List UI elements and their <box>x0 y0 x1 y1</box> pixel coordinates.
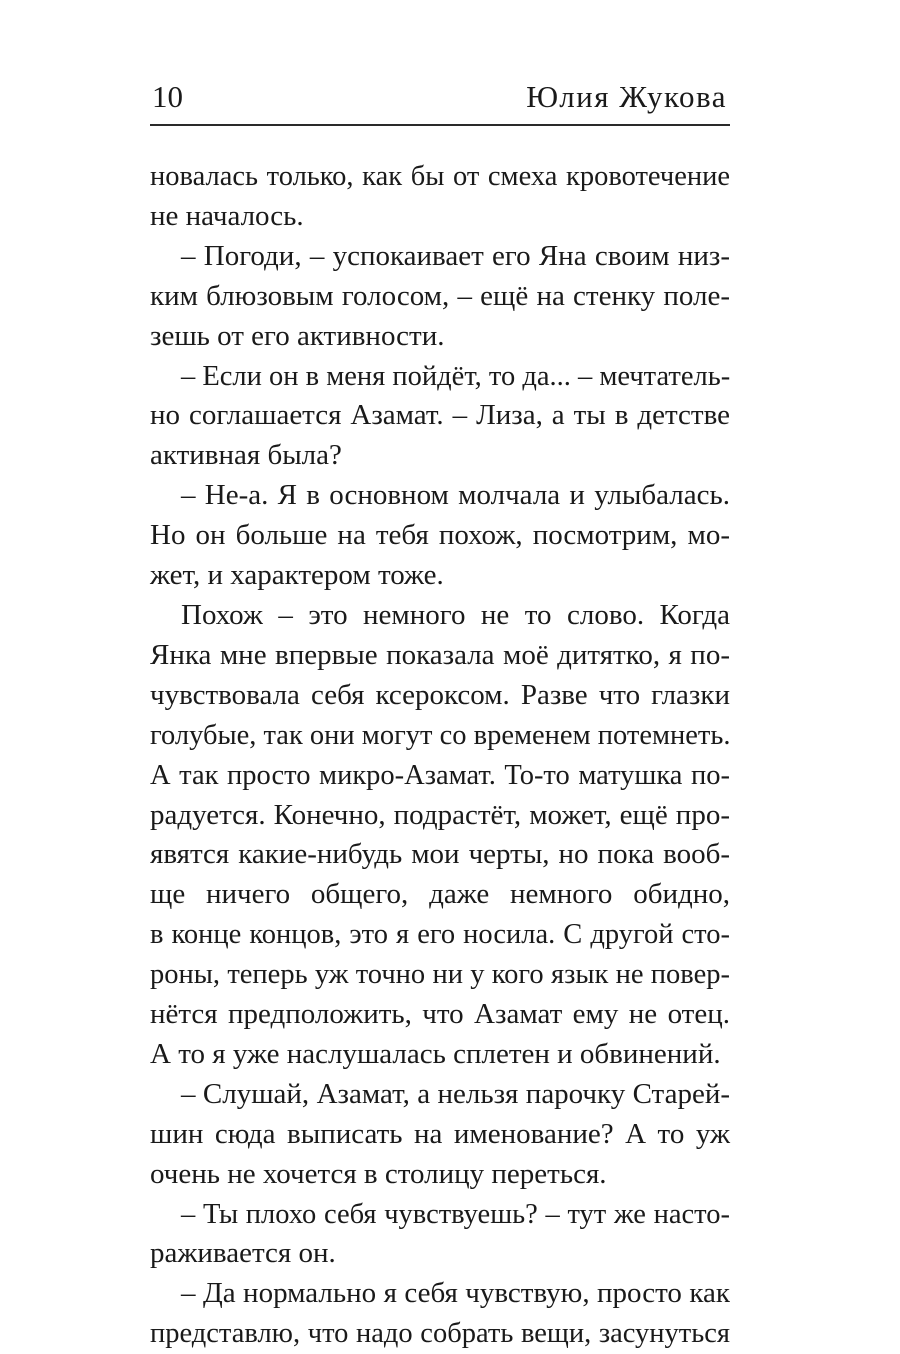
text-line: ще ничего общего, даже немного обидно, <box>150 878 730 911</box>
paragraph <box>150 1195 730 1275</box>
text-line: – Если он в меня пойдёт, то да... – мечтатель- <box>181 360 731 392</box>
text-line: активная была? <box>150 439 342 472</box>
text-line: не началось. <box>150 199 304 232</box>
text-line: А то я уже наслушалась сплетен и обвинений. <box>150 1037 721 1070</box>
text-line: шин сюда выписать на именование? А то уж <box>150 1117 730 1150</box>
text-line: нётся предположить, что Азамат ему не отец. <box>150 998 730 1031</box>
text-line: в конце концов, это я его носила. С другой сто- <box>150 919 730 951</box>
text-line: жет, и характером тоже. <box>150 559 444 592</box>
text-line: – Не-а. Я в основном молчала и улыбалась. <box>181 479 730 512</box>
running-head-author: Юлия Жукова <box>526 79 727 114</box>
text-line: но соглашается Азамат. – Лиза, а ты в детстве <box>150 399 730 432</box>
text-line: Янка мне впервые показала моё дитятко, я по- <box>150 638 730 671</box>
paragraph <box>150 596 730 1075</box>
text-line: – Слушай, Азамат, а нельзя парочку Старей- <box>181 1077 730 1110</box>
text-line: явятся какие-нибудь мои черты, но пока вооб- <box>150 838 730 871</box>
header-rule <box>150 124 730 126</box>
text-line: зешь от его активности. <box>150 319 445 352</box>
text-line: – Ты плохо себя чувствуешь? – тут же насто- <box>181 1198 730 1230</box>
text-line: радуется. Конечно, подрастёт, может, ещё про- <box>150 798 730 831</box>
paragraph <box>150 357 730 477</box>
text-line: Похож – это немного не то слово. Когда <box>181 598 730 631</box>
text-line: голубые, так они могут со временем потемнеть. <box>150 719 731 751</box>
text-line: раживается он. <box>150 1237 336 1270</box>
text-line: очень не хочется в столицу переться. <box>150 1157 607 1190</box>
text-line: ким блюзовым голосом, – ещё на стенку поле- <box>150 279 730 312</box>
text-line: – Погоди, – успокаивает его Яна своим низ- <box>181 239 730 272</box>
paragraph <box>150 1274 730 1354</box>
text-line: А так просто микро-Азамат. То-то матушка по- <box>150 759 730 791</box>
text-line: Но он больше на тебя похож, посмотрим, мо- <box>150 519 730 552</box>
paragraph <box>150 157 730 237</box>
paragraph <box>150 237 730 357</box>
text-line: – Да нормально я себя чувствую, просто как <box>181 1277 730 1310</box>
body-text <box>150 157 730 1354</box>
text-line: представлю, что надо собрать вещи, засунуться <box>150 1318 730 1350</box>
page-number: 10 <box>152 79 183 114</box>
paragraph <box>150 476 730 596</box>
paragraph <box>150 1075 730 1195</box>
text-line: роны, теперь уж точно ни у кого язык не повер- <box>150 959 730 991</box>
text-line: чувствовала себя ксероксом. Разве что глазки <box>150 678 730 711</box>
text-line: новалась только, как бы от смеха кровотечение <box>150 161 730 192</box>
